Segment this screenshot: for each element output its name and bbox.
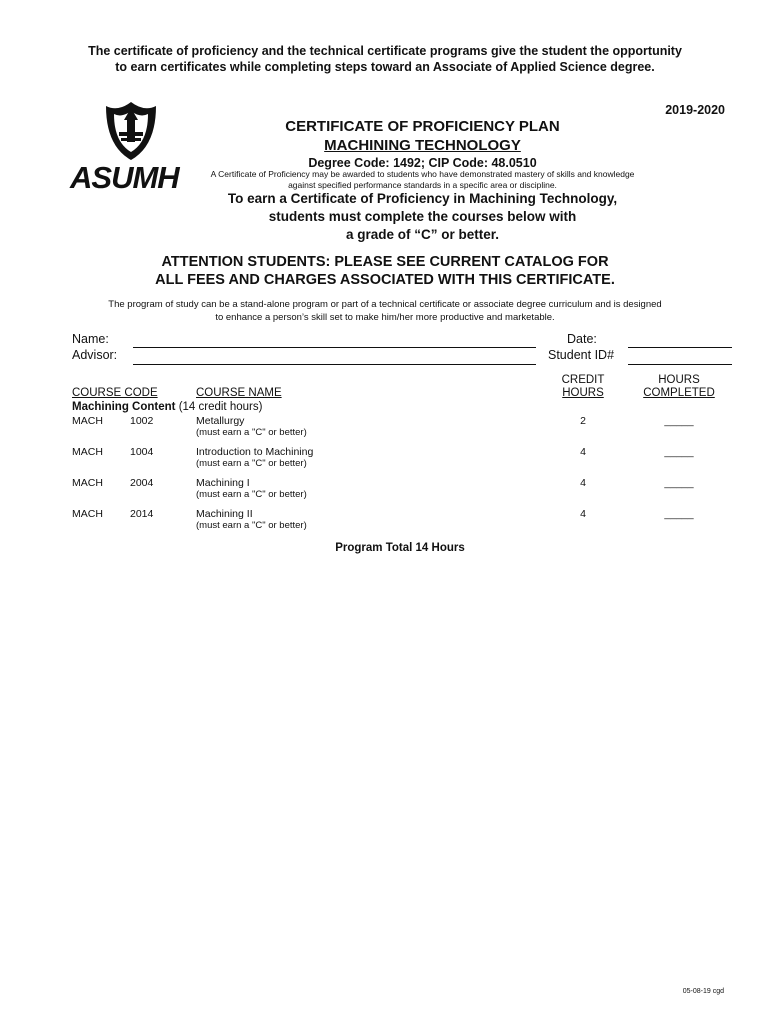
- certificate-title: CERTIFICATE OF PROFICIENCY PLAN: [285, 118, 560, 135]
- intro-line-1: The certificate of proficiency and the technical certificate programs give the student the opportunity: [88, 44, 682, 58]
- attention-line-1: ATTENTION STUDENTS: PLEASE SEE CURRENT CATALOG FOR: [161, 254, 609, 270]
- attention-notice: [100, 253, 670, 289]
- intro-line-2: to earn certificates while completing steps toward an Associate of Applied Science degree.: [115, 60, 655, 74]
- academic-year: 2019-2020: [665, 103, 725, 117]
- program-description: [80, 298, 690, 324]
- section-heading-bold: Machining Content: [72, 401, 176, 413]
- date-field[interactable]: [628, 347, 732, 348]
- hours-completed-field[interactable]: _____: [664, 508, 694, 520]
- program-line-2: to enhance a person’s skill set to make him/her more productive and marketable.: [215, 312, 555, 323]
- course-name: Machining I: [196, 477, 250, 489]
- description-line-1: A Certificate of Proficiency may be awarded to students who have demonstrated mastery of skills and knowledge: [210, 169, 635, 179]
- program-total: Program Total 14 Hours: [335, 542, 465, 554]
- student-id-label: Student ID#: [548, 348, 615, 362]
- credit-hours: 2: [580, 415, 586, 427]
- program-line-1: The program of study can be a stand-alone program or part of a technical certificate or associate degree curriculum and is designed: [108, 299, 662, 310]
- credit-hours: 4: [580, 446, 586, 458]
- name-field[interactable]: [133, 347, 536, 348]
- course-number: 1004: [130, 446, 154, 458]
- course-prefix: MACH: [72, 508, 103, 520]
- advisor-label: Advisor:: [72, 348, 118, 362]
- course-number: 1002: [130, 415, 154, 427]
- credit-header-line-2: HOURS: [562, 387, 604, 399]
- degree-codes: Degree Code: 1492; CIP Code: 48.0510: [308, 156, 537, 170]
- earn-requirements: [190, 190, 655, 244]
- course-prefix: MACH: [72, 477, 103, 489]
- course-note: (must earn a "C" or better): [196, 427, 307, 438]
- credit-hours-header: [548, 374, 618, 400]
- hours-completed-header: [636, 374, 722, 400]
- course-name: Metallurgy: [196, 415, 245, 427]
- course-note: (must earn a "C" or better): [196, 489, 307, 500]
- course-name: Introduction to Machining: [196, 446, 314, 458]
- attention-line-2: ALL FEES AND CHARGES ASSOCIATED WITH THIS CERTIFICATE.: [155, 272, 615, 288]
- section-heading-credits: (14 credit hours): [175, 401, 263, 413]
- logo-wordmark: ASUMH: [70, 160, 179, 195]
- course-name-header: COURSE NAME: [196, 387, 282, 399]
- student-id-field[interactable]: [628, 364, 732, 365]
- hours-completed-field[interactable]: _____: [664, 446, 694, 458]
- course-prefix: MACH: [72, 446, 103, 458]
- hours-header-line-1: HOURS: [658, 374, 700, 386]
- course-number: 2004: [130, 477, 154, 489]
- course-note: (must earn a "C" or better): [196, 520, 307, 531]
- hours-completed-field[interactable]: _____: [664, 415, 694, 427]
- hours-header-line-2: COMPLETED: [643, 387, 715, 399]
- program-title: MACHINING TECHNOLOGY: [324, 137, 521, 154]
- course-prefix: MACH: [72, 415, 103, 427]
- revision-footer: 05-08-19 cgd: [682, 988, 724, 995]
- description-line-2: against specified performance standards in a specific area or discipline.: [288, 180, 557, 190]
- advisor-field[interactable]: [133, 364, 536, 365]
- course-note: (must earn a "C" or better): [196, 458, 307, 469]
- credit-hours: 4: [580, 508, 586, 520]
- hours-completed-field[interactable]: _____: [664, 477, 694, 489]
- asumh-logo: [70, 98, 192, 194]
- earn-line-1: To earn a Certificate of Proficiency in Machining Technology,: [227, 191, 618, 206]
- course-number: 2014: [130, 508, 154, 520]
- earn-line-3: a grade of “C” or better.: [345, 227, 500, 242]
- intro-text: [40, 43, 730, 75]
- earn-line-2: students must complete the courses below with: [268, 209, 577, 224]
- date-label: Date:: [567, 332, 597, 346]
- course-name: Machining II: [196, 508, 253, 520]
- section-heading: [72, 401, 262, 414]
- seal-icon: [100, 98, 162, 164]
- name-label: Name:: [72, 332, 109, 346]
- credit-hours: 4: [580, 477, 586, 489]
- course-code-header: COURSE CODE: [72, 387, 158, 399]
- credit-header-line-1: CREDIT: [561, 374, 605, 386]
- certificate-description: [200, 169, 645, 191]
